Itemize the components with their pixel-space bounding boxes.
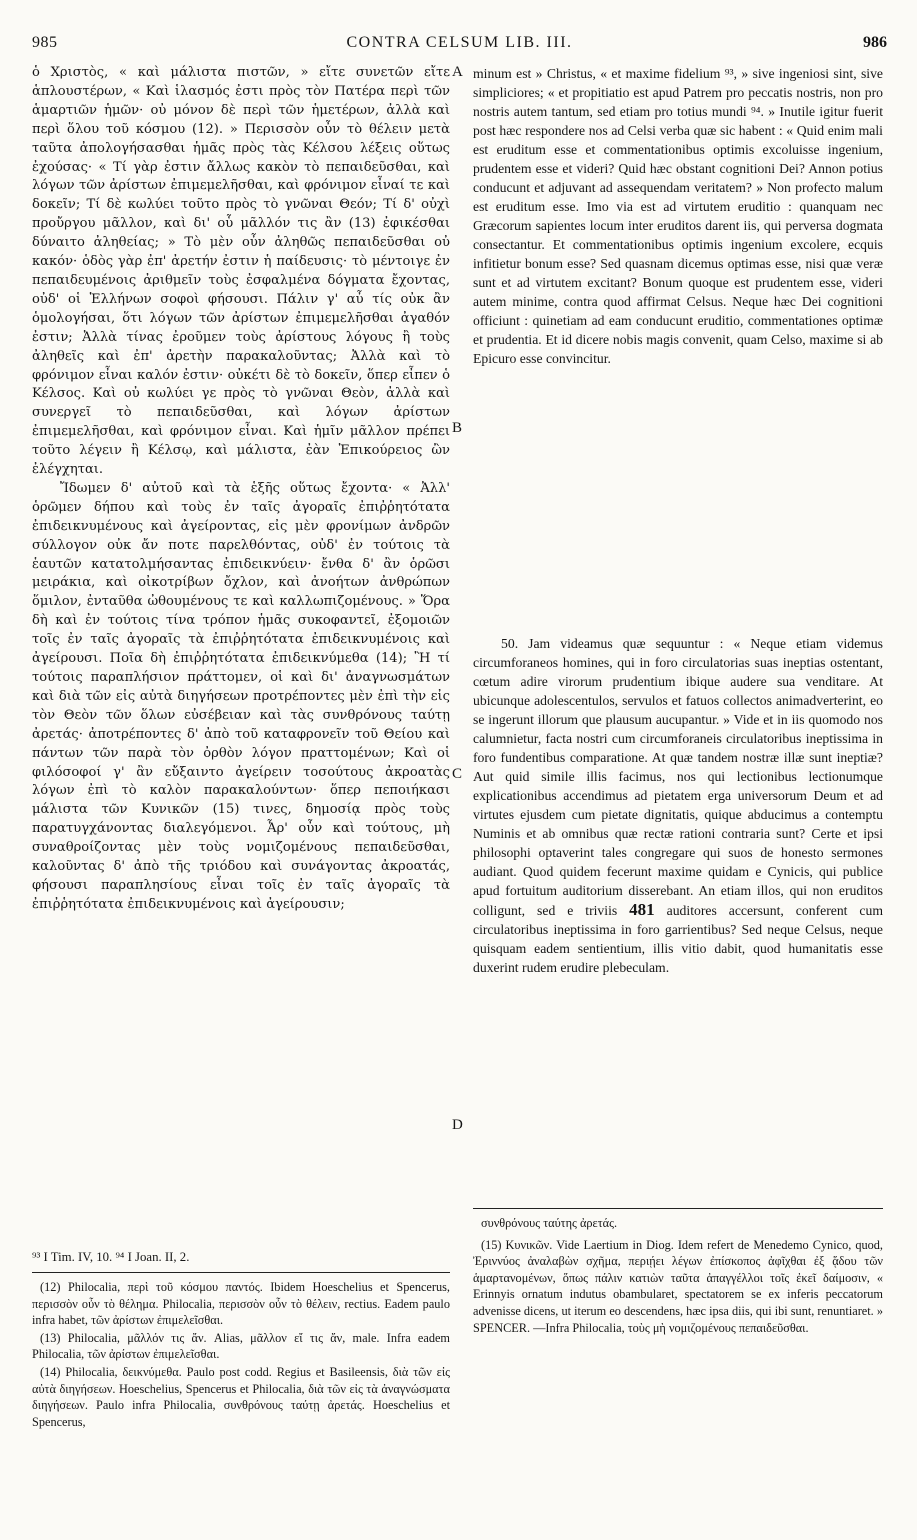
greek-text-column: [32, 64, 450, 915]
margin-marker-b: B: [452, 420, 463, 436]
page-number-left: 985: [32, 34, 58, 51]
latin-paragraph: minum est » Christus, « et maxime fidelium ⁹³, » sive ingeniosi sint, sive simpliciores; « et propitiatio est apud Patrem pro peccatis nostris, non pro nostris autem tantum, sed etiam pro totius mundi ⁹⁴. » Inutile igitur fuerit post hæc respondere nos ad Celsi verba quæ sic habent : « Quid enim mali est eruditum esse et commentationibus optimis excoluisse ingenium, prudentem esse et videri? Quid hæc obstant cognitioni Dei? Annon potius conducunt et adjuvant ad assequendam veritatem? » Non profecto malum est eruditum esse. Imo via est ad virtutem eruditio : quanquam nec Græcorum sapientes locum inter eruditos darent iis, qui perversa dogmata consectantur. Et commentationibus optimis ingenium excolere, ecquis infitietur bonum esse? Sed quasnam dicemus optimas esse, nisi quæ veræ sunt et ad virtutem excitant? Bonum quoque est prudentem esse, videri autem minime, contra quod affirmat Celsus. Neque hæc Dei cognitioni officiunt : quinetiam ad eam conducunt eruditio, commentationes optimæ et prudentia. Et id dicere nobis magis convenit, quam Celso, maxime si ab Epicuro esse convincitur.: [473, 66, 883, 366]
latin-text-column: [473, 64, 883, 368]
running-header: [32, 34, 887, 56]
running-title: CONTRA CELSUM LIB. III.: [346, 34, 573, 51]
scripture-references: ⁹³ I Tim. IV, 10. ⁹⁴ I Joan. II, 2.: [32, 1250, 190, 1264]
footnote: (12) Philocalia, περὶ τοῦ κόσμου παντός. Ibidem Hoeschelius et Spencerus, περισσὸν οὖν τὸ θέλημα. Philocalia, περισσὸν οὖν τὸ θέλειν, rectius. Eadem paulo infra habet, τῶν ἀρίστων ἐπιμελεῖσθαι.: [32, 1280, 450, 1328]
margin-marker-c: C: [452, 766, 463, 782]
footnote: (14) Philocalia, δεικνύμεθα. Paulo post codd. Regius et Basileensis, διὰ τῶν εἰς αὐτὰ διηγήσεων. Hoeschelius, Spencerus et Philocalia, διὰ τῶν εἰς τὰ ἀναγνώσματα διηγήσεων. Paulo infra Philocalia, συνθρόνους ταύτῃ ἀρετάς. Hoeschelius et Spencerus,: [32, 1364, 450, 1429]
greek-paragraph: Ἴδωμεν δ' αὐτοῦ καὶ τὰ ἑξῆς οὕτως ἔχοντα· « Ἀλλ' ὁρῶμεν δήπου καὶ τοὺς ἐν ταῖς ἀγοραῖς ἐπιῤῥητότατα ἐπιδεικνυμένους καὶ ἀγείροντας, εἰς μὲν φρονίμων ἀνδρῶν σύλλογον οὐκ ἄν ποτε παρελθόντας, οὐδ' ἐν τούτοις τὰ ἑαυτῶν κατατολμήσαντας ἐπιδεικνύειν· ἔνθα δ' ἂν ὁρῶσι μειράκια, καὶ οἰκοτρίβων ὄχλον, καὶ ἀνοήτων ἀνθρώπων ὅμιλον, ἐνταῦθα ὠθουμένους τε καὶ καλλωπιζομένους. » Ὅρα δὴ καὶ ἐν τούτοις τίνα τρόπον ἡμᾶς συκοφαντεῖ, ἐξομοιῶν τοῖς ἐν ταῖς ἀγοραῖς τὰ ἐπιῤῥητότατα ἐπιδεικνυμένοις καὶ ἀγείρουσι. Ποῖα δὴ ἐπιῤῥητότατα ἐπιδεικνύμεθα (14); Ἢ τί τούτοις παραπλήσιον πράττομεν, οἱ καὶ δι' ἀναγνωσμάτων καὶ διὰ τῶν εἰς αὐτὰ διηγήσεων προτρέποντες μὲν ἐπὶ τὴν εἰς τὸν Θεὸν τῶν ὅλων εὐσέβειαν καὶ τὰς συνθρόνους ταύτῃ ἀρετάς· ἀποτρέποντες δ' ἀπὸ τοῦ καταφρονεῖν τοῦ Θείου καὶ πάντων τῶν παρὰ τὸν ὀρθὸν λόγον πραττομένων; Καὶ οἱ φιλόσοφοί γ' ἂν εὔξαιντο ἀγείρειν τοσούτους ἀκροατὰς λόγων ἐπὶ τὸ καλὸν παρακαλούντων· ὅπερ πεποιήκασι μάλιστα τῶν Κυνικῶν (15) τινες, δημοσίᾳ πρὸς τοὺς παρατυγχάνοντας διαλεγόμενοι. Ἆρ' οὖν καὶ τούτους, μὴ συναθροίζοντας μὲν τοὺς νομιζομένους πεπαιδεῦσθαι, καλοῦντας δ' ἀπὸ τῆς τριόδου καὶ συνάγοντας ἀκροατάς, φήσουσι παραπλησίους εἶναι τοῖς ἐν ταῖς ἀγοραῖς τὰ ἐπιῤῥητότατα ἐπιδεικνυμένοις καὶ ἀγείρουσιν;: [32, 480, 450, 912]
footnotes-right: [473, 1215, 883, 1341]
page-number-right: 986: [863, 34, 887, 51]
greek-paragraph: ὁ Χριστὸς, « καὶ μάλιστα πιστῶν, » εἴτε συνετῶν εἴτε ἁπλουστέρων, « Καὶ ἱλασμός ἐστι πρὸς τὸν Πατέρα περὶ τῶν ἁμαρτιῶν ἡμῶν· οὐ μόνον δὲ περὶ τῶν ἡμετέρων, ἀλλὰ καὶ περὶ ὅλου τοῦ κόσμου (12). » Περισσὸν οὖν τὸ θέλειν μετὰ ταῦτα ἀπολογήσασθαι ἡμᾶς πρὸς τὰς Κέλσου λέξεις οὕτως ἐχούσας· « Τί γὰρ ἐστιν ἄλλως κακὸν τὸ πεπαιδεῦσθαι, καὶ λόγων τῶν ἀρίστων ἐπιμεμελῆσθαι, καὶ φρόνιμον εἶναί τε καὶ δοκεῖν; Τί δὲ κωλύει τοῦτο πρὸς τὸ γνῶναι Θεόν; Τί δ' οὐχὶ προὔργου μᾶλλον, καὶ δι' οὗ μᾶλλόν τις ἂν (13) ἐφικέσθαι δύναιτο ἀληθείας; » Τὸ μὲν οὖν ἀληθῶς πεπαιδεῦσθαι οὐ κακόν· ὁδὸς γὰρ ἐπ' ἀρετήν ἐστιν ἡ παίδευσις· τὸ μέντοιγε ἐν πεπαιδευμένοις ἀριθμεῖν τοὺς ἐσφαλμένα δόγματα ἔχοντας, οὐδ' οἱ Ἑλλήνων σοφοὶ φήσουσι. Πάλιν γ' αὖ τίς οὐκ ἂν ὁμολογήσαι, ὅτι λόγων τῶν ἀρίστων ἐπιμεμελῆσθαι ἀγαθόν ἐστιν; Ἀλλὰ τίνας ἐροῦμεν τοὺς ἀρίστους λόγους ἢ τοὺς ἀληθεῖς καὶ ἐπ' ἀρετὴν παρακαλοῦντας; Ἀλλὰ καὶ τὸ φρόνιμον εἶναι καλόν ἐστιν· οὐκέτι δὲ τὸ δοκεῖν, ὅπερ εἶπεν ὁ Κέλσος. Καὶ οὐ κωλύει γε πρὸς τὸ γνῶναι Θεὸν, ἀλλὰ καὶ συνεργεῖ τὸ πεπαιδεῦσθαι, καὶ λόγων ἀρίστων ἐπιμεμελῆσθαι, καὶ φρόνιμον εἶναι. Καὶ ἡμῖν μᾶλλον πρέπει τοῦτο λέγειν ἢ Κέλσῳ, καὶ μάλιστα, ἐὰν Ἐπικούρειος ὢν ἐλέγχηται.: [32, 65, 450, 478]
migne-page-number: 481: [629, 900, 655, 919]
footnote: (13) Philocalia, μᾶλλόν τις ἄν. Alias, μᾶλλον εἴ τις ἄν, male. Infra eadem Philocalia, τῶν ἀρίστων ἐπιμελεῖσθαι.: [32, 1330, 450, 1362]
footnotes-left: [32, 1279, 450, 1431]
margin-marker-d: D: [452, 1117, 463, 1133]
footnote-divider-right: [473, 1208, 883, 1209]
latin-text-column-section-50: [473, 634, 883, 977]
footnote: (15) Κυνικῶν. Vide Laertium in Diog. Idem refert de Menedemo Cynico, quod, Ἐριννύος ἀναλαβὼν σχῆμα, περιῄει λέγων ἐπίσκοπος ἀφῖχθαι ἐξ ᾅδου τῶν ἁμαρτανομένων, ὅπως πάλιν κατιὼν ταῦτα ἀπαγγέλλοι τοῖς ἐκεῖ δαίμοσιν, « Erinnyis ornatum indutus obambularet, spectatorem se ex inferis peccatorum advenisse dicens, ut iterum eo descendens, hæc ipsa diis, qui ibi sunt, renuntiaret. » SPENCER. —Infra Philocalia, τοὺς μὴ νομιζομένους πεπαιδεῦσθαι.: [473, 1237, 883, 1335]
latin-paragraph: 50. Jam videamus quæ sequuntur : « Neque etiam videmus circumforaneos homines, qui in foro circulatorias suas ineptias ostentant, cœtum adire virorum prudentium ibique audere sua venditare. At ubicunque adolescentulos, servulos et fatuos collectos animadverterint, eo se ingerunt illorum que plausum aucupantur. » Vide et in iis quomodo nos calumnietur, facta nostri cum circumforaneis circulatoribus ineptissima in foro fundentibus comparatione. At quæ tandem nostræ illæ sunt ineptiæ? Aut quid simile illis facimus, nos qui lectionibus lectionumque explicationibus accendimus ad pietatem erga universorum Deum et ad virtutes ejusdem cum pietate dignitatis, quique abducimus a contemptu Numinis et ab omnibus quæ rectæ rationi contraria sunt? Certe et ipsi philosophi optaverint tales congregare qui suos de honesto sermones audiant. Quod quidem fecerunt maxime quidam e Cynicis, qui publice apud fortuitum auditorium disserebant. An etiam illos, qui non eruditos colligunt, sed e triviis 481 auditores accersunt, conferent cum circulatoribus ineptissima in foro garrientibus? Sed neque Celsus, neque quisquam eadem sentientium, illis vitio dabit, quod humanitatis esse duxerint rudem erudire plebeculam.: [473, 636, 883, 975]
margin-marker-a: A: [452, 64, 463, 80]
footnote-divider: [32, 1272, 450, 1273]
footnote: συνθρόνους ταύτης ἀρετάς.: [481, 1216, 618, 1230]
